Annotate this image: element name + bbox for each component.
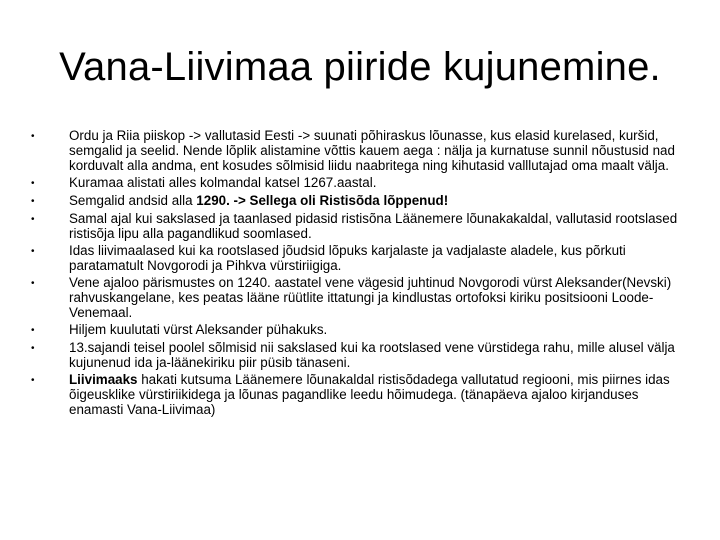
bullet-icon: •: [31, 246, 35, 257]
bullet-text-bold: 1290. -> Sellega oli Ristisõda lõppenud!: [196, 193, 449, 208]
bullet-text: Idas liivimaalased kui ka rootslased jõudsid lõpuks karjalaste ja vadjalaste aladele, kus põrkuti paratamatult Novgorodi ja Pihkva vürstiriigiga.: [69, 243, 626, 273]
list-item: [31, 340, 681, 370]
list-item: [31, 372, 681, 417]
list-item: [31, 275, 681, 320]
slide-title: Vana-Liivimaa piiride kujunemine.: [59, 45, 661, 89]
bullet-icon: •: [31, 375, 35, 386]
bullet-text: Samal ajal kui sakslased ja taanlased pidasid ristisõna Läänemere lõunakakaldal, vallutasid rootslased ristisõja lipu alla pagandlikud soomlased.: [69, 211, 678, 241]
list-item: [31, 128, 681, 173]
list-item: [31, 193, 681, 209]
list-item: [31, 322, 681, 338]
list-item: [31, 211, 681, 241]
bullet-text: [69, 193, 681, 208]
bullet-icon: •: [31, 278, 35, 289]
bullet-text: [69, 372, 681, 417]
bullet-text-regular: Semgalid andsid alla: [69, 193, 197, 208]
bullet-icon: •: [31, 343, 35, 354]
list-item: [31, 175, 681, 191]
bullet-icon: •: [31, 131, 35, 142]
bullet-text: Hiljem kuulutati vürst Aleksander pühakuks.: [69, 322, 328, 337]
bullet-text-regular: hakati kutsuma Läänemere lõunakaldal ristisõdadega vallutatud regiooni, mis piirnes idas õigeusklike vürstiriikidega ja lõunas pagandlike leedu hõimudega. (tänapäeva ajaloo kirjanduses enamasti Vana-Liivimaa): [69, 372, 670, 417]
bullet-icon: •: [31, 325, 35, 336]
bullet-text: Ordu ja Riia piiskop -> vallutasid Eesti -> suunati põhiraskus lõunasse, kus elasid kurelased, kuršid, semgalid ja seelid. Nende lõplik alistamine võttis kauem aega : nälja ja kurnatuse sunnil nõustusid nad korduvalt alla andma, ent kosudes sõlmisid liidu naabritega ning kihutasid valllutajad oma maalt välja.: [69, 128, 675, 173]
bullet-icon: •: [31, 196, 35, 207]
bullet-list: [31, 128, 681, 419]
bullet-text: 13.sajandi teisel poolel sõlmisid nii sakslased kui ka rootslased vene vürstidega rahu, mille alusel välja kujunenud ida ja-läänekiriku piir püsib tänaseni.: [69, 340, 675, 370]
bullet-text: Vene ajaloo pärismustes on 1240. aastatel vene vägesid juhtinud Novgorodi vürst Aleksander(Nevski) rahvuskangelane, kes peatas lääne rüütlite ittatungi ja kindlustas ortofoksi kiriku positsiooni Loode-Venemaal.: [69, 275, 672, 320]
list-item: [31, 243, 681, 273]
bullet-text: Kuramaa alistati alles kolmandal katsel 1267.aastal.: [69, 175, 377, 190]
bullet-text-bold: Liivimaaks: [69, 372, 138, 387]
bullet-icon: •: [31, 178, 35, 189]
bullet-icon: •: [31, 214, 35, 225]
